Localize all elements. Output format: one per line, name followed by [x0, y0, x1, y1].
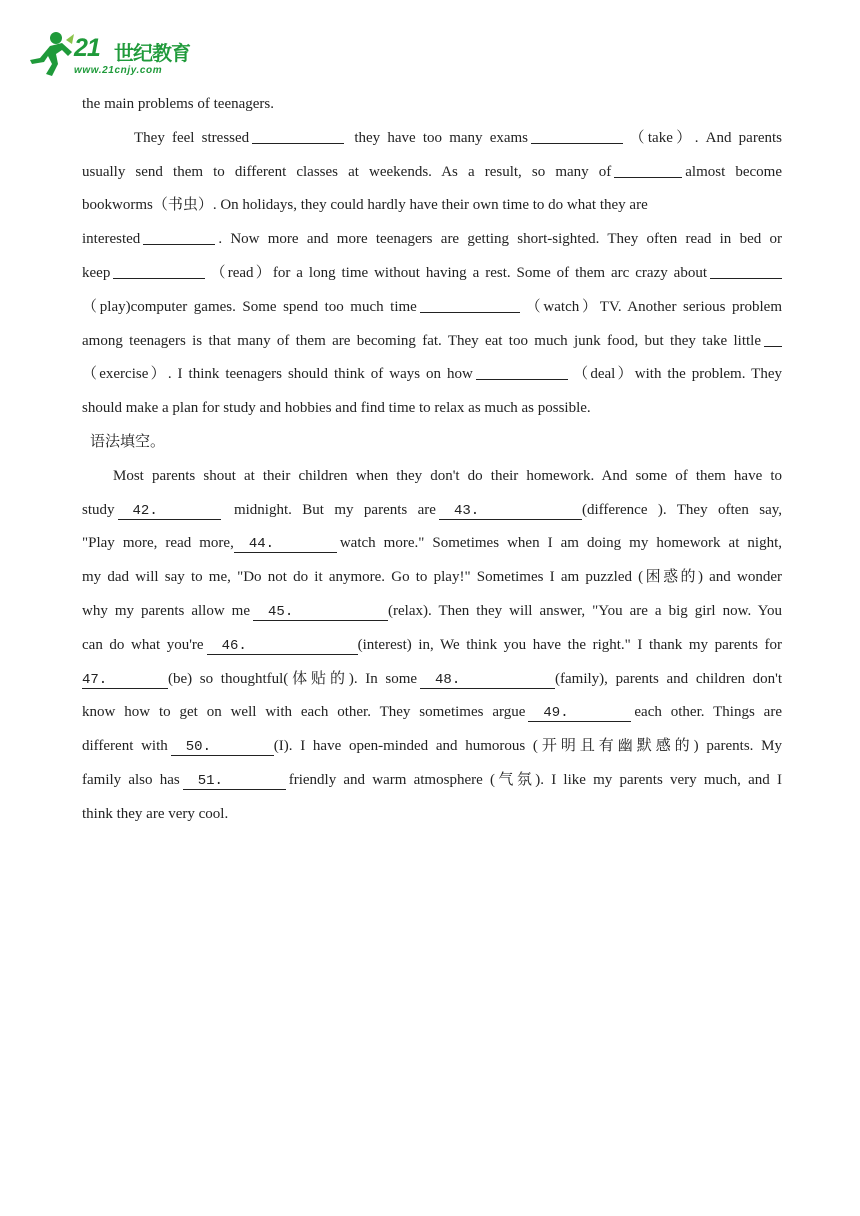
text-line: family also has 51. friendly and warm atmosphere (气氛). I like my parents very much, and I: [82, 771, 782, 789]
numbered-blank[interactable]: 51.: [183, 773, 286, 790]
numbered-blank[interactable]: 43.: [439, 503, 582, 520]
numbered-blank[interactable]: 46.: [207, 638, 358, 655]
numbered-blank[interactable]: 42.: [118, 503, 221, 520]
text-line: interested . Now more and more teenagers are getting short-sighted. They often read in bed or: [82, 231, 782, 248]
text-line: different with 50. (I). I have open-minded and humorous (开明且有幽默感的) parents. My: [82, 738, 782, 756]
answer-blank[interactable]: [252, 129, 344, 144]
text-line: bookworms（书虫）. On holidays, they could hardly have their own time to do what they are: [82, 197, 648, 214]
logo-url: www.21cnjy.com: [74, 65, 163, 76]
logo-number: 21: [74, 34, 100, 62]
text-line: Most parents shout at their children when they don't do their homework. And some of them have to: [113, 467, 782, 484]
runner-icon: [26, 30, 76, 80]
text-line: can do what you're 46. (interest) in, We think you have the right." I thank my parents for: [82, 636, 782, 654]
text-line: study 42. midnight. But my parents are 43. (difference ). They often say,: [82, 501, 783, 519]
text-line: my dad will say to me, "Do not do it anymore. Go to play!" Sometimes I am puzzled (困惑的) and wonder: [82, 569, 782, 586]
site-logo: [26, 30, 196, 80]
text-line: among teenagers is that many of them are becoming fat. They eat too much junk food, but they take little: [82, 325, 782, 359]
answer-blank[interactable]: [476, 365, 568, 380]
text-line: why my parents allow me 45. (relax). Then they will answer, "You are a big girl now. You: [82, 602, 782, 620]
text-line: （play)computer games. Some spend too much time （watch）TV. Another serious problem: [82, 298, 783, 315]
answer-blank[interactable]: [710, 264, 782, 279]
text-line: keep （read）for a long time without having a rest. Some of them arc crazy about: [82, 257, 782, 291]
text-line: They feel stressed they have too many exams （take）. And parents: [134, 129, 782, 146]
numbered-blank[interactable]: 49.: [528, 705, 631, 722]
text-line: （exercise）. I think teenagers should think of ways on how （deal）with the problem. They: [82, 366, 783, 383]
text-line: should make a plan for study and hobbies and find time to relax as much as possible.: [82, 400, 591, 417]
text-line: know how to get on well with each other. They sometimes argue 49. each other. Things are: [82, 704, 782, 722]
answer-blank[interactable]: [531, 129, 623, 144]
answer-blank[interactable]: [143, 230, 215, 245]
document-body: [82, 88, 782, 832]
text-line: "Play more, read more, 44. watch more." Sometimes when I am doing my homework at night,: [82, 535, 782, 553]
section-title: 语法填空。: [90, 433, 166, 450]
numbered-blank[interactable]: 47.: [82, 672, 168, 689]
numbered-blank[interactable]: 44.: [234, 536, 337, 553]
text-line: the main problems of teenagers.: [82, 96, 275, 112]
answer-blank[interactable]: [113, 264, 205, 279]
numbered-blank[interactable]: 45.: [253, 604, 388, 621]
text-line: think they are very cool.: [82, 805, 229, 822]
numbered-blank[interactable]: 50.: [171, 739, 274, 756]
answer-blank[interactable]: [420, 298, 520, 313]
numbered-blank[interactable]: 48.: [420, 672, 555, 689]
text-line: usually send them to different classes at weekends. As a result, so many of almost become: [82, 163, 782, 180]
text-line: 47. (be) so thoughtful(体贴的). In some 48. (family), parents and children don't: [82, 670, 782, 688]
answer-blank[interactable]: [614, 163, 682, 178]
answer-blank[interactable]: [764, 332, 782, 347]
logo-chinese: 世纪教育: [114, 41, 190, 65]
